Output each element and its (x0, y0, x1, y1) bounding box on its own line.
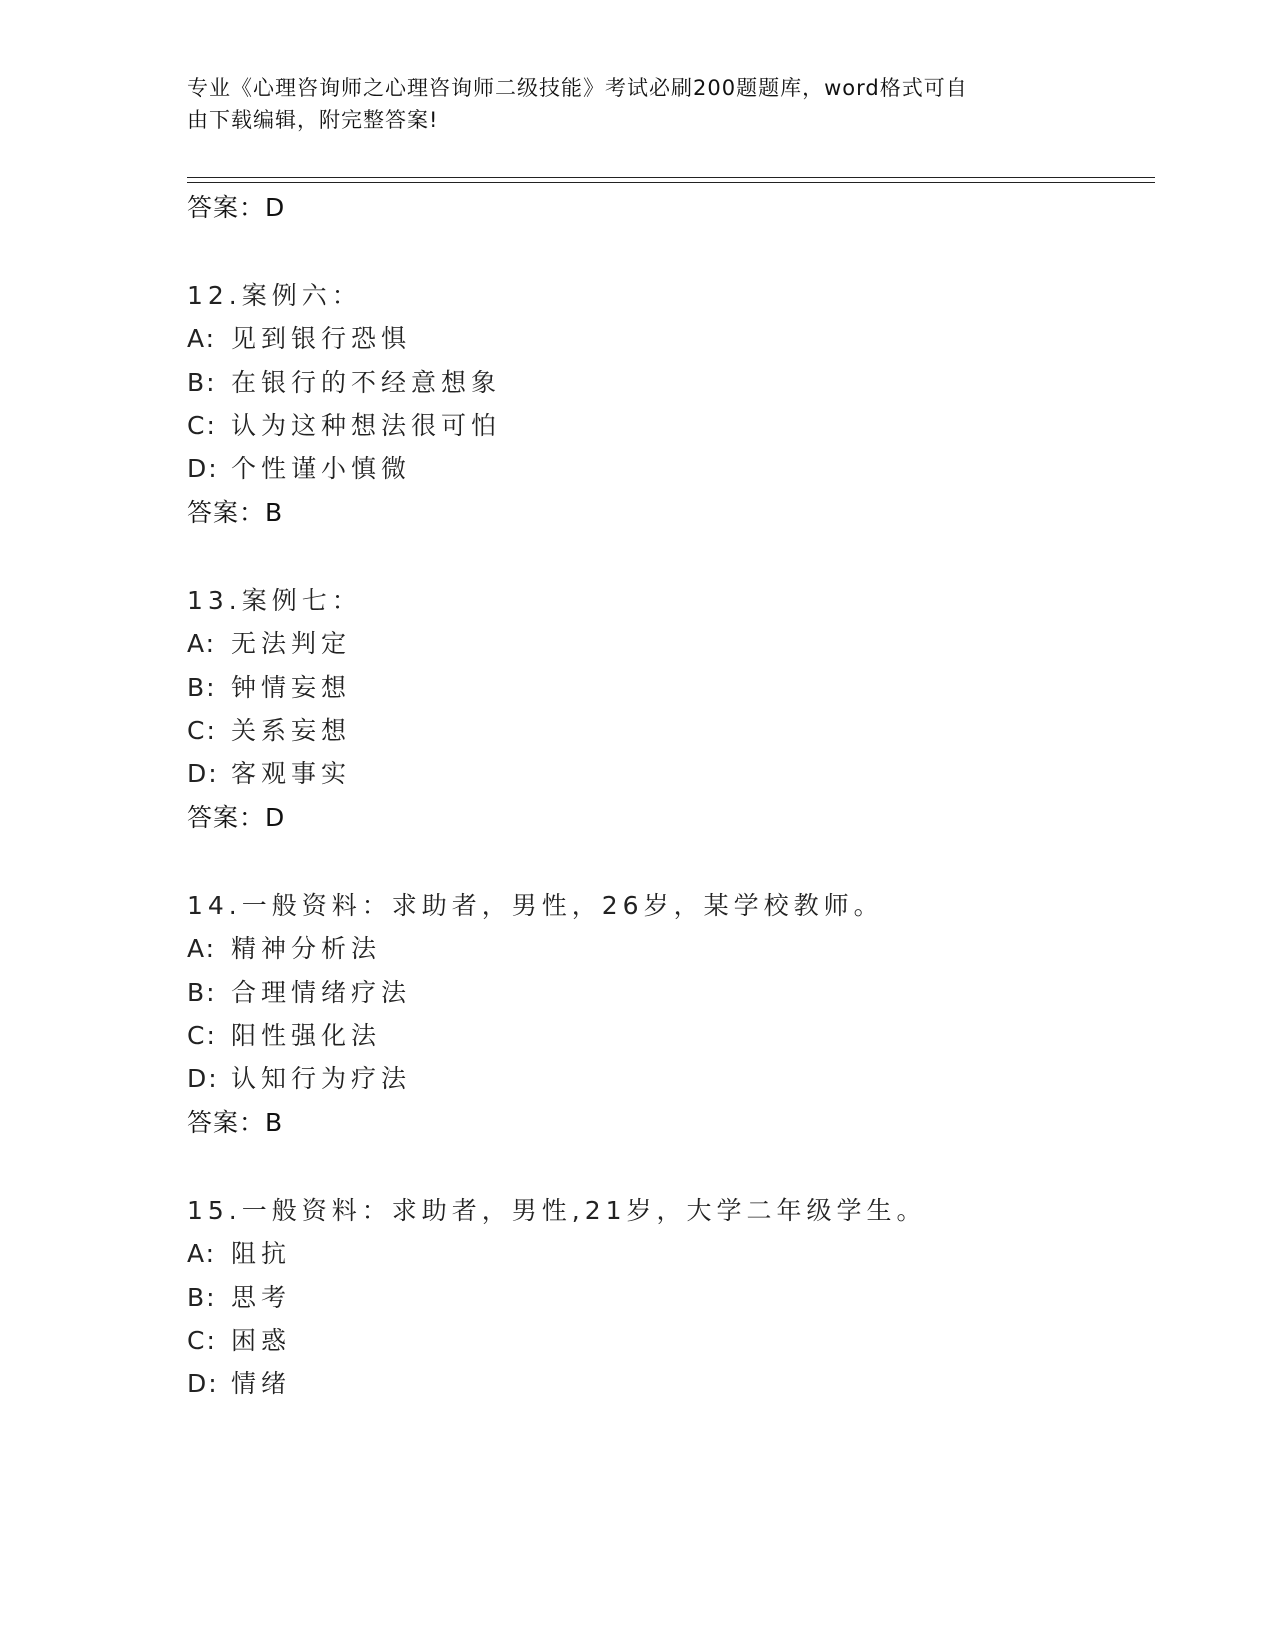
answer-label: 答案：B (187, 1108, 284, 1137)
option-text: 情绪 (231, 1369, 292, 1398)
header-line-2: 由下载编辑，附完整答案! (187, 108, 439, 132)
option-b (187, 973, 411, 1009)
option-c (187, 711, 351, 747)
header-divider-bottom (187, 182, 1155, 183)
option-letter: C: (187, 716, 217, 745)
option-a (187, 319, 411, 355)
option-letter: B: (187, 368, 217, 397)
question-title: 13.案例七： (187, 586, 362, 615)
option-text: 认知行为疗法 (231, 1064, 412, 1093)
option-b (187, 1278, 291, 1314)
option-d (187, 1059, 411, 1095)
option-text: 个性谨小慎微 (231, 454, 412, 483)
option-c (187, 406, 501, 442)
option-text: 阻抗 (231, 1239, 292, 1268)
option-text: 关系妄想 (231, 716, 352, 745)
question-title: 12.案例六： (187, 281, 362, 310)
option-text: 无法判定 (231, 629, 352, 658)
option-c (187, 1016, 381, 1052)
option-letter: A: (187, 324, 217, 353)
option-b (187, 363, 501, 399)
option-text: 认为这种想法很可怕 (231, 411, 502, 440)
option-letter: D: (187, 1369, 219, 1398)
question-title: 15.一般资料：求助者，男性,21岁，大学二年级学生。 (187, 1196, 927, 1225)
option-d (187, 754, 351, 790)
option-text: 精神分析法 (231, 934, 382, 963)
option-text: 阳性强化法 (231, 1021, 382, 1050)
option-letter: C: (187, 411, 217, 440)
header-line-1: 专业《心理咨询师之心理咨询师二级技能》考试必刷200题题库，word格式可自 (187, 76, 968, 100)
option-text: 客观事实 (231, 759, 352, 788)
option-text: 见到银行恐惧 (231, 324, 412, 353)
answer-label: 答案：D (187, 193, 286, 222)
option-a (187, 624, 351, 660)
option-a (187, 929, 381, 965)
header-divider-top (187, 177, 1155, 178)
option-letter: D: (187, 454, 219, 483)
option-d (187, 1364, 291, 1400)
option-text: 思考 (231, 1283, 292, 1312)
option-letter: B: (187, 1283, 217, 1312)
option-b (187, 668, 351, 704)
option-letter: C: (187, 1326, 217, 1355)
option-text: 在银行的不经意想象 (231, 368, 502, 397)
option-letter: B: (187, 978, 217, 1007)
option-letter: A: (187, 934, 217, 963)
option-letter: D: (187, 1064, 219, 1093)
answer-label: 答案：B (187, 498, 284, 527)
option-a (187, 1234, 291, 1270)
option-d (187, 449, 411, 485)
option-letter: A: (187, 629, 217, 658)
option-letter: A: (187, 1239, 217, 1268)
answer-label: 答案：D (187, 803, 286, 832)
option-text: 钟情妄想 (231, 673, 352, 702)
document-header (187, 72, 1067, 136)
option-letter: D: (187, 759, 219, 788)
option-letter: C: (187, 1021, 217, 1050)
option-c (187, 1321, 291, 1357)
option-text: 困惑 (231, 1326, 292, 1355)
option-letter: B: (187, 673, 217, 702)
question-title: 14.一般资料：求助者，男性，26岁，某学校教师。 (187, 891, 884, 920)
option-text: 合理情绪疗法 (231, 978, 412, 1007)
